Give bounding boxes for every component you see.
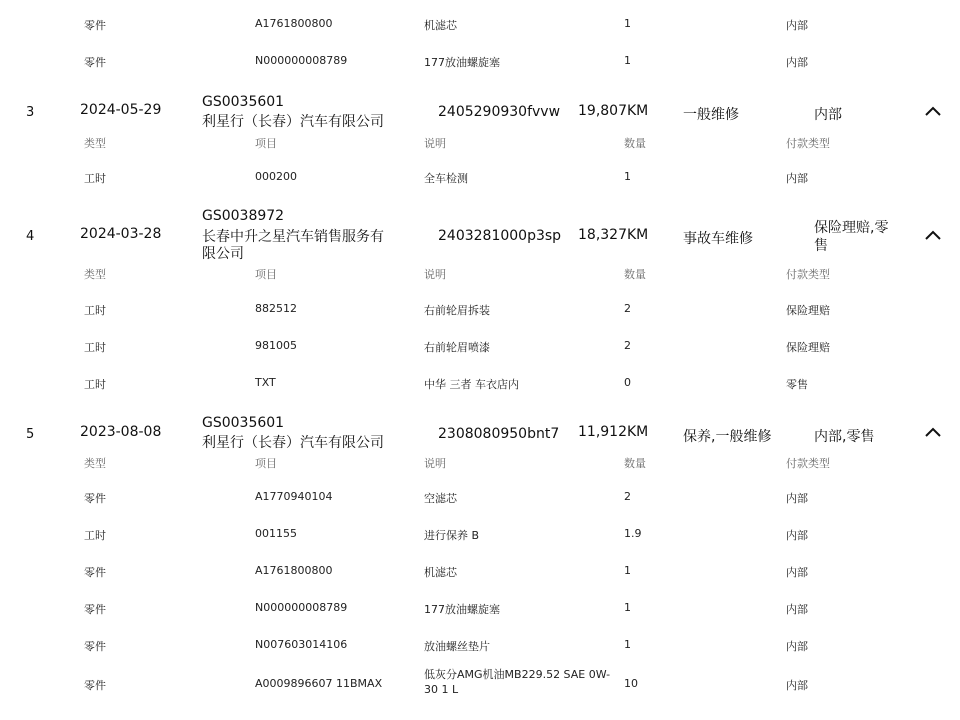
- line-qty: 1: [624, 638, 631, 651]
- mileage: 11,912KM: [578, 424, 649, 440]
- col-header-pay: 付款类型: [786, 457, 830, 470]
- col-header-type: 类型: [84, 137, 106, 150]
- record-index: 4: [26, 229, 35, 244]
- line-item: A1770940104: [255, 490, 333, 503]
- line-pay: 内部: [786, 603, 808, 616]
- line-qty: 1: [624, 564, 631, 577]
- line-qty: 1: [624, 601, 631, 614]
- line-pay: 零售: [786, 378, 808, 391]
- line-item: N000000008789: [255, 601, 348, 614]
- line-qty: 1: [624, 170, 631, 183]
- line-desc: 177放油螺旋塞: [424, 603, 500, 616]
- line-type: 零件: [84, 679, 106, 692]
- line-pay: 内部: [786, 492, 808, 505]
- line-pay: 内部: [786, 529, 808, 542]
- line-item: A0009896607 11BMAX: [255, 677, 383, 690]
- line-type: 零件: [84, 56, 106, 69]
- line-type: 工时: [84, 341, 106, 354]
- record-index: 3: [26, 105, 35, 120]
- line-qty: 1: [624, 17, 631, 30]
- col-header-desc: 说明: [424, 137, 446, 150]
- line-item: 001155: [255, 527, 297, 540]
- repair-type: 保养,一般维修: [683, 429, 772, 445]
- record-date: 2024-05-29: [80, 102, 162, 118]
- line-pay: 内部: [786, 566, 808, 579]
- line-pay: 内部: [786, 172, 808, 185]
- chevron-up-icon[interactable]: [922, 425, 944, 439]
- col-header-desc: 说明: [424, 457, 446, 470]
- dealer-code: GS0035601: [202, 415, 285, 431]
- col-header-item: 项目: [255, 457, 277, 470]
- col-header-qty: 数量: [624, 137, 646, 150]
- dealer-code: GS0038972: [202, 208, 285, 224]
- col-header-type: 类型: [84, 457, 106, 470]
- order-number: 2308080950bnt7: [438, 426, 560, 442]
- line-type: 工时: [84, 378, 106, 391]
- chevron-up-icon[interactable]: [922, 228, 944, 242]
- line-desc: 空滤芯: [424, 492, 457, 505]
- line-pay: 保险理赔: [786, 304, 830, 317]
- col-header-type: 类型: [84, 268, 106, 281]
- col-header-pay: 付款类型: [786, 137, 830, 150]
- line-qty: 0: [624, 376, 631, 389]
- line-item: N000000008789: [255, 54, 348, 67]
- col-header-qty: 数量: [624, 268, 646, 281]
- payment-type: 内部,零售: [814, 429, 875, 445]
- line-desc: 全车检测: [424, 172, 468, 185]
- col-header-qty: 数量: [624, 457, 646, 470]
- line-desc: 177放油螺旋塞: [424, 56, 500, 69]
- order-number: 2405290930fvvw: [438, 104, 561, 120]
- col-header-pay: 付款类型: [786, 268, 830, 281]
- line-desc: 放油螺丝垫片: [424, 640, 490, 653]
- line-pay: 内部: [786, 640, 808, 653]
- line-item: N007603014106: [255, 638, 348, 651]
- record-index: 5: [26, 427, 35, 442]
- line-item: 981005: [255, 339, 297, 352]
- line-desc: 中华 三者 车衣店内: [424, 378, 519, 391]
- line-item: TXT: [255, 376, 276, 389]
- line-item: A1761800800: [255, 17, 333, 30]
- line-qty: 1: [624, 54, 631, 67]
- line-pay: 保险理赔: [786, 341, 830, 354]
- record-date: 2023-08-08: [80, 424, 162, 440]
- line-desc: 进行保养 B: [424, 529, 480, 542]
- dealer-name: 利星行（长春）汽车有限公司: [202, 114, 384, 130]
- dealer-name-cont: 限公司: [202, 246, 244, 262]
- line-desc: 机滤芯: [424, 19, 457, 32]
- repair-type: 事故车维修: [683, 231, 753, 247]
- line-pay: 内部: [786, 679, 808, 692]
- repair-type: 一般维修: [683, 107, 739, 123]
- line-item: 882512: [255, 302, 297, 315]
- line-desc-cont: 30 1 L: [424, 683, 459, 696]
- line-type: 零件: [84, 603, 106, 616]
- col-header-desc: 说明: [424, 268, 446, 281]
- line-type: 工时: [84, 529, 106, 542]
- line-qty: 1.9: [624, 527, 642, 540]
- mileage: 19,807KM: [578, 103, 649, 119]
- line-qty: 2: [624, 302, 631, 315]
- line-qty: 2: [624, 490, 631, 503]
- line-type: 零件: [84, 640, 106, 653]
- line-desc: 低灰分AMG机油MB229.52 SAE 0W-: [424, 668, 611, 681]
- line-qty: 2: [624, 339, 631, 352]
- order-number: 2403281000p3sp: [438, 228, 562, 244]
- line-pay: 内部: [786, 56, 808, 69]
- line-pay: 内部: [786, 19, 808, 32]
- line-item: 000200: [255, 170, 297, 183]
- record-date: 2024-03-28: [80, 226, 162, 242]
- dealer-name: 长春中升之星汽车销售服务有: [202, 229, 384, 245]
- line-type: 零件: [84, 566, 106, 579]
- payment-type: 内部: [814, 107, 842, 123]
- line-qty: 10: [624, 677, 638, 690]
- line-type: 零件: [84, 19, 106, 32]
- line-type: 工时: [84, 172, 106, 185]
- line-type: 零件: [84, 492, 106, 505]
- col-header-item: 项目: [255, 268, 277, 281]
- chevron-up-icon[interactable]: [922, 104, 944, 118]
- dealer-code: GS0035601: [202, 94, 285, 110]
- payment-type: 保险理赔,零: [814, 220, 889, 236]
- mileage: 18,327KM: [578, 227, 649, 243]
- line-desc: 右前轮眉喷漆: [424, 341, 490, 354]
- dealer-name: 利星行（长春）汽车有限公司: [202, 435, 384, 451]
- line-desc: 机滤芯: [424, 566, 457, 579]
- line-type: 工时: [84, 304, 106, 317]
- line-item: A1761800800: [255, 564, 333, 577]
- payment-type-cont: 售: [814, 238, 828, 254]
- line-desc: 右前轮眉拆装: [424, 304, 490, 317]
- col-header-item: 项目: [255, 137, 277, 150]
